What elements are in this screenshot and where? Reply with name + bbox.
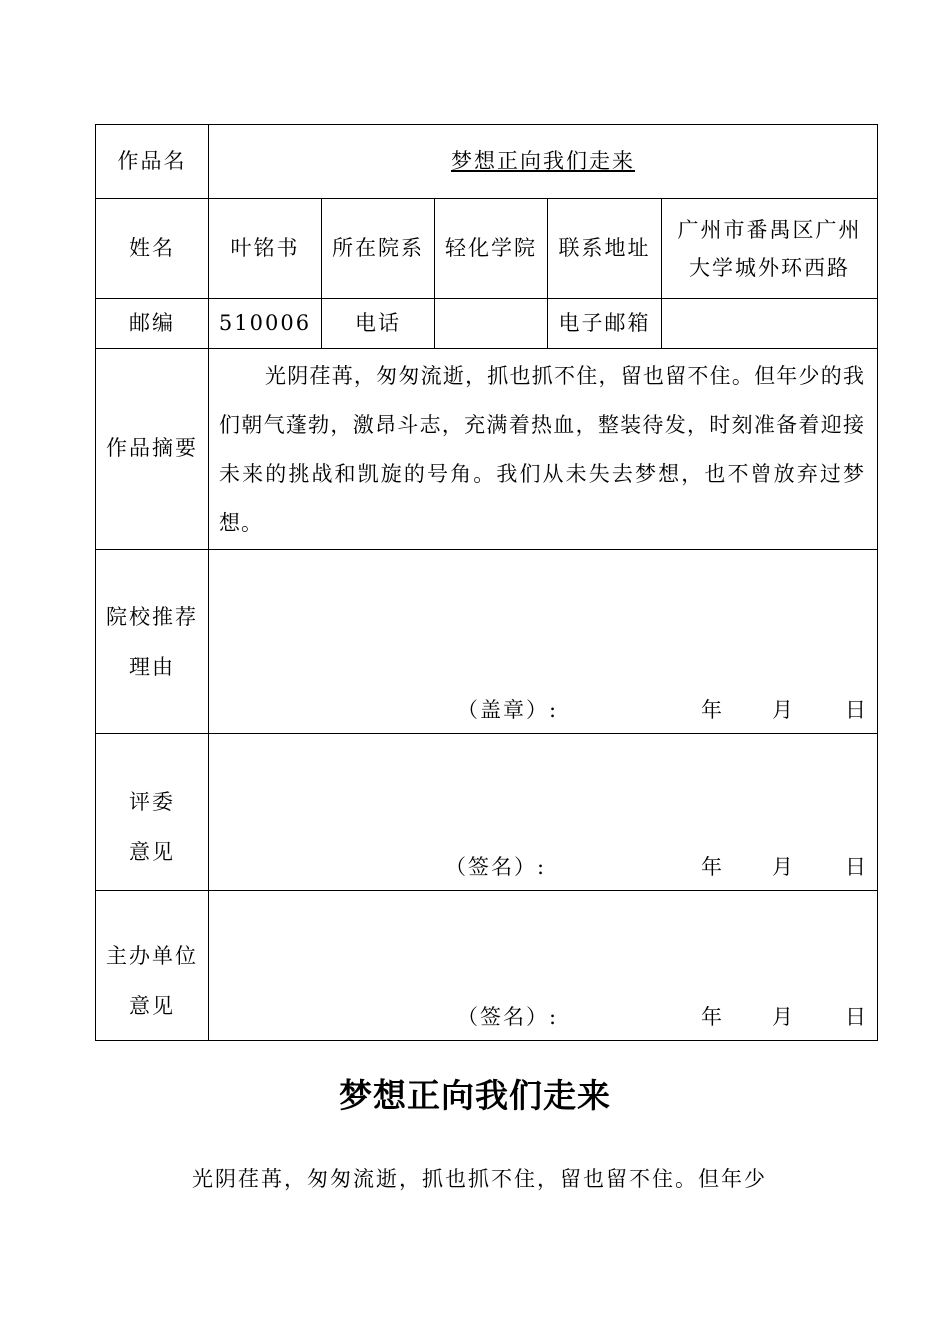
postcode-value: 510006: [209, 299, 322, 349]
school-label: 院校推荐理由: [96, 550, 209, 734]
organizer-month-label: 月: [772, 1005, 795, 1029]
entry-form-table: [95, 124, 878, 1041]
organizer-label: 主办单位意见: [96, 891, 209, 1041]
school-row: [96, 550, 878, 734]
abstract-label: 作品摘要: [96, 349, 209, 550]
organizer-year-label: 年: [701, 1005, 724, 1029]
judges-sign-label: （签名）:: [445, 855, 547, 879]
phone-value: [435, 299, 548, 349]
school-month-label: 月: [772, 698, 795, 722]
judges-sign-line: [209, 854, 868, 884]
name-label: 姓名: [96, 199, 209, 299]
dept-label: 所在院系: [322, 199, 435, 299]
organizer-sign-cell: [209, 891, 878, 1041]
school-stamp-label: （盖章）:: [457, 698, 559, 722]
phone-label: 电话: [322, 299, 435, 349]
email-label: 电子邮箱: [548, 299, 662, 349]
abstract-text: 光阴荏苒，匆匆流逝，抓也抓不住，留也留不住。但年少的我们朝气蓬勃，激昂斗志，充满着热血，整装待发，时刻准备着迎接未来的挑战和凯旋的号角。我们从未失去梦想，也不曾放弃过梦想。: [219, 364, 865, 535]
school-sign-cell: [209, 550, 878, 734]
name-row: [96, 199, 878, 299]
school-day-label: 日: [845, 698, 868, 722]
document-first-line: 光阴荏苒，匆匆流逝，抓也抓不住，留也留不住。但年少: [192, 1167, 767, 1191]
judges-day-label: 日: [845, 855, 868, 879]
organizer-day-label: 日: [845, 1005, 868, 1029]
postcode-row: [96, 299, 878, 349]
judges-month-label: 月: [772, 855, 795, 879]
name-value: 叶铭书: [209, 199, 322, 299]
abstract-row: [96, 349, 878, 550]
abstract-cell: [209, 349, 878, 550]
judges-year-label: 年: [701, 855, 724, 879]
school-year-label: 年: [701, 698, 724, 722]
title-value-cell: [209, 125, 878, 199]
organizer-sign-line: [209, 1004, 868, 1034]
address-label: 联系地址: [548, 199, 662, 299]
title-value: 梦想正向我们走来: [451, 148, 635, 173]
judges-row: [96, 734, 878, 891]
dept-value: 轻化学院: [435, 199, 548, 299]
organizer-sign-label: （签名）:: [457, 1005, 559, 1029]
judges-sign-cell: [209, 734, 878, 891]
email-value: [662, 299, 878, 349]
organizer-row: [96, 891, 878, 1041]
school-sign-line: [209, 697, 868, 727]
address-value: 广州市番禺区广州大学城外环西路: [662, 199, 878, 299]
judges-label: 评委意见: [96, 734, 209, 891]
title-row: [96, 125, 878, 199]
postcode-label: 邮编: [96, 299, 209, 349]
document-title: 梦想正向我们走来: [339, 1076, 611, 1115]
title-label: 作品名: [96, 125, 209, 199]
